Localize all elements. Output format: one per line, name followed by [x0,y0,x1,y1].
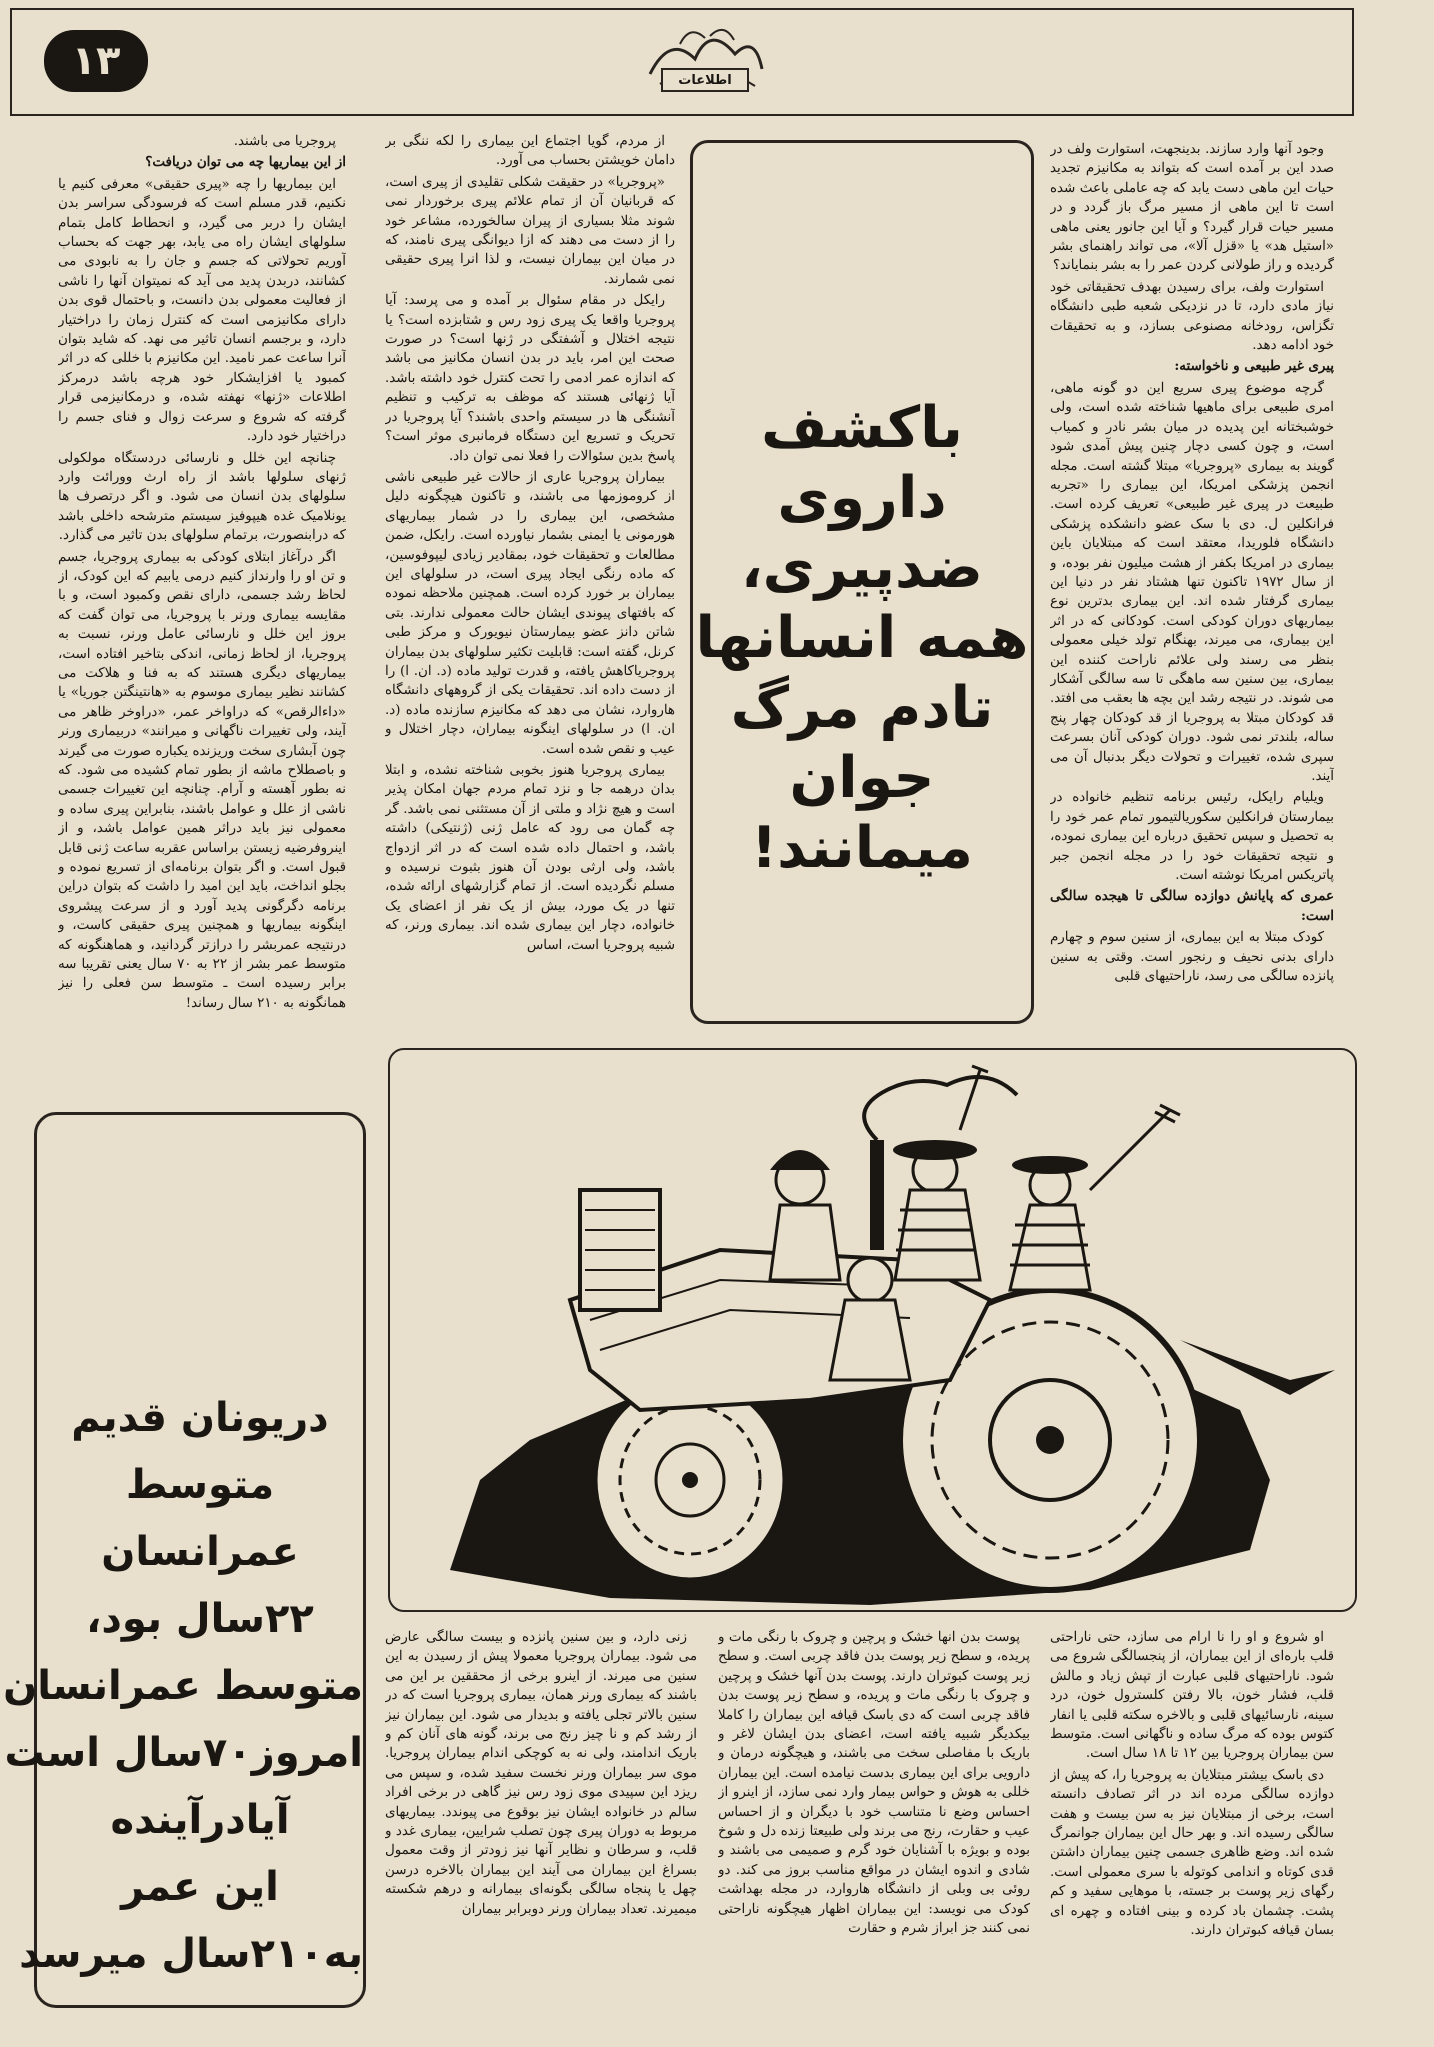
main-headline [693,393,1031,883]
paragraph: زنی دارد، و بین سنین پانزده و بیست سالگی عارض می شود. بیماران پروجریا معمولا پیش از رسیدن به این سنین می میرند. از اینرو برخی از محققین بر این می باشند که بیماری ورنر همان، بیماری پروجریا است که در سنین بالاتر تجلی یافته و بدیدار می شود. این بیماران نیز از رشد کم و نا چیز رنج می برند، گونه های آنان کم و باریک اندامند، ولی نه به کوچکی اندام بیماران پروجریا. موی سر بیماران ورنر نخست سفید شده، و سپس می ریزد این سپیدی موی زود رس نیز گاهی در برخی افراد سالم در خانواده ایشان نیز بوقوع می پیوندد. بیماریهای مربوط به دوران پیری چون تصلب شرایین، بیماری غدد و قلب، و سرطان و نظایر آنها نیز زودتر از وقت معمول بسراغ این بیماران می آیند این بیماران بالاخره درسن چهل یا پنجاه سالگی بگونه‌ای بیمارانه و درهم شکسته میمیرند. تعداد بیماران ورنر دوبرابر بیماران [385,1630,697,1917]
headline-line: این عمر [121,1864,279,1910]
headline-line: به۲۱۰سال میرسد [19,1931,363,1977]
article-column-right [1050,140,1334,1035]
paragraph: اگر درآغاز ابتلای کودکی به بیماری پروجریا، جسم و تن او را وارنداز کنیم درمی یابیم که این کودک، از لحاظ رشد جسمی، دارای نقص وکمبود است، و با مقایسه بیماری ورنر با پروجریا، می توان گفت که بروز این خلل و نارسائی عامل ورنر، نسبت به پروجریا، از لحاظ زمانی، اندکی بتاخیر افتاده است، بیماریهای دیگری هستند که به فنا و هلاکت می کشانند نظیر بیماری موسوم به «هانتینگتن جوریا» یا «داءالرقص» که دراواخر عمر، «دراوخر ظاهر می آیند، ولی تغییرات ناگهانی و میرانند» دربیماری ورنر چون آبشاری سخت وریزنده یکباره صورت می گیرند و باصطلاح ماشه از بطور تمام کشیده می شود. که نه بطور آهسته و آرام. چنانچه این تغییرات جسمی ناشی از علل و عوامل باشند، بنابراین پیری ساده و معمولی نیز باید دراثر همین عوامل باشد، و از اینروفرضیه زیستن براساس عقربه ساعت ژنی قابل قبول است. و اگر بتوان برنامه‌ای از تسریع نموده و بجلو انداخت، باید این امید را داشت که بتوان دراین برنامه دگرگونی پدید آورد و از سرعت پیشروی اینگونه بیماریها و همچنین پیری حقیقی کاست، و درنتیجه عمربشر را درازتر گردانید، و هماهنگونه که متوسط عمر بشر از ۲۲ به ۷۰ سال یعنی تقریبا سه برابر رسیده است ـ متوسط سن فعلی را نیز همانگونه به ۲۱۰ سال رساند! [58,549,346,1011]
headline-line: همه انسانها [695,605,1029,671]
paragraph: از مردم، گویا اجتماع این بیماری را لکه ننگی بر دامان خویشتن بحساب می آورد. [385,134,675,169]
newspaper-logo [640,14,770,102]
paragraph: پوست بدن انها خشک و پرچین و چروک با رنگی مات و پریده، و سطح زیر پوست بدن فاقد چربی است. و سطح زیر پوست کبوتران دارند. پوست بدن آنها خشک و پرچین و چروک با رنگی مات و پریده، و سطح زیر پوست بدن فاقد چربی است که دی باسک قیافه این بیماران را کاملا بیکدیگر شبیه یافته است، اعضای بدن ایشان لاغر و باریک با مفاصلی سخت می باشند، و هیچگونه درمان و دارویی برای این بیماری بدست نیامده است. این بیماران خللی به هوش و حواس بیمار وارد نمی سازد، از اینرو از احساس وضع نا متناسب خود با دیگران و از احساس عیب و حقارت، رنج می برند ولی طبیعتا زنده دل و شوخ بوده و بویژه با آشنایان خود گرم و صمیمی می باشند و شادی و اندوه ایشان در مواقع مناسب بروز می کند. دو روئی بی وبلی از دانشگاه هاروارد، در مجله بهداشت کودک می نویسد: این بیماران اظهار هیچگونه ناراحتی نمی کنند جز ابراز شرم و حقارت [718,1630,1030,1937]
paragraph: چنانچه این خلل و نارسائی دردستگاه مولکولی ژنهای سلولها باشد از راه ارث وورائت وارد سلولهای بدن انسان می شود. و اگر درتصرف ها یونلامیک غده هیپوفیز سیستم مترشحه داخلی باشد که درابنصورت، برتمام سلولهای بدن تاثیر می گذارد. [58,450,346,544]
article-column-left [58,132,346,1082]
article-column-middle [385,132,675,1022]
paragraph: این بیماریها را چه «پیری حقیقی» معرفی کنیم یا نکنیم، قدر مسلم است که فرسودگی سراسر بدن ایشان را دربر می گیرد، و انحطاط کامل بتمام سلولهای ایشان راه می یابد، بهر جهت که بحساب آوریم تحولاتی که جسم و جان را به نابودی می کشانند، دربدن پدید می آید که نمیتوان آنها را ناشی از فعالیت معمولی بدن دانست، و باحتمال قوی بدن دارای مکانیزمی است که کنترل زمان را دراختیار دارد، و برجسم انسان تاثیر می نهد. که شاید بتوان آنرا ساعت عمر نامید. این مکانیزم با خللی که در اثر کمبود یا افزایشکار خود هرچه باشد درمرکز اطلاعات «ژنها» نهفته شده، و درمکانیزمی قرار گرفته که شروع و سرعت زوال و فنای جسم را دراختیار خود دارد. [58,176,346,445]
paragraph: رایکل در مقام سئوال بر آمده و می پرسد: آیا پروجریا واقعا یک پیری زود رس و شتابزده است؟ یا نتیجه اختلال و آشفتگی در ژنها است؟ در صورت صحت این امر، باید در بدن انسان مکانیز می باشد که اندازه عمر ادمی را تحت کنترل خود داشته باشد. آیا ژنهائی هستند که موظف به ترکیب و تنظیم آنشنگی ها در سیستم واحدی باشند؟ آیا پروجریا در تحریک و تسریع این دستگاه فرمانبری موثر است؟ پاسخ بدین سئوالات را فعلا نمی توان داد. [385,293,675,464]
bottom-column-3 [385,1628,697,2028]
side-headline [3,1385,363,1988]
paragraph: «پروجریا» در حقیقت شکلی تقلیدی از پیری است، که قربانیان آن از تمام علائم پیری برخوردار نمی شوند مثلا بسیاری از پیران سالخورده، مشاعر خود را از دست می دهند که ازا دیوانگی پیری نامند، که در میان این بیماران نیست، و لذا انرا پیری حقیقی نمی شمارند. [385,174,675,287]
paragraph: دی باسک بیشتر مبتلایان به پروجریا را، که پیش از دوازده سالگی مرده اند در اثر تصادف دانسته است، برخی از مبتلایان نیز به سن بیست و هفت سالگی رسیده اند. و بهر حال این بیماران جوانمرگ شده اند. وضع ظاهری جسمی چنین بیماران داشتن قدی کوتاه و اندامی کوتوله با سری معمولی است. رگهای زیر پوست بر جسته، با موهایی سفید و کم پشت. چشمان باد کرده و بینی افتاده و چهره ای بسان قیافه کبوتران دارند. [1050,1767,1334,1939]
headline-line: داروی [777,465,947,531]
paragraph: ویلیام رایکل، رئیس برنامه تنظیم خانواده در بیمارستان فرانکلین سکوریالتیمور تمام عمر خود را به تحصیل و سپس تحقیق درباره این بیماری نموده، و نتیجه تحقیقات خود را در مجله انجمن جبر پاتریکس امریکا نوشته است. [1050,790,1334,884]
bottom-column-2 [718,1628,1030,2028]
paragraph: استوارت ولف، برای رسیدن بهدف تحقیقاتی خود نیاز مادی دارد، تا در نزدیکی شعبه طبی دانشگاه تگزاس، رودخانه مصنوعی بسازد، و به تحقیقات خود ادامه دهد. [1050,279,1334,354]
paragraph: گرچه موضوع پیری سریع این دو گونه ماهی، امری طبیعی برای ماهیها شناخته شده است، ولی خوشبختانه این پدیده در میان بشر نادر و کمیاب است، و چون کسی دچار چنین پیش آمدی شود گویند به بیماری «پروجریا» مبتلا گشته است. مجله انجمن پزشکی امریکا، این بیماری را «تجربه طبیعت در پیری غیر طبیعی» تعریف کرده است. فرانکلین ل. دی با سک عضو دانشکده پزشکی دانشگاه فلوریدا، معتقد است که مبتلایان باین بیماری در امریکا بکفر از هشت میلیون نفر بوده، و از سال ۱۹۷۲ تاکنون تنها هشتاد نفر در دنیا این بیماری گرفتار شده اند. این بیماری بدترین نوع بیماریهای دوران کودکی است. کودکانی که در اثر این بیماری، می میرند، بهنگام تولد خیلی معمولی بنظر می رسند ولی علائم ناراحت کننده این بیماری، بین سنین سه ماهگی تا سه سالگی آشکار می شوند. در نتیجه رشد این بچه ها بعقب می افتد. قد کودکان مبتلا به پروجریا از قد کودکان چهار پنج ساله، بلندتر نمی شود. دوران کودکی آنان بسرعت سپری شده، تغییرات و تحولات دیگر بدنبال آن می آیند. [1050,380,1334,784]
illustration-frame [388,1048,1357,1612]
logo-text: اطلاعات [678,73,732,88]
paragraph: او شروع و او را نا ارام می سازد، حتی ناراحتی قلب باره‌ای از این بیماران، از پنجسالگی شروع می شود. ناراحتیهای قلبی عبارت از تپش زیاد و مالش قلب، فشار خون، بالا رفتن کلسترول خون، درد سینه، نارسائیهای قلبی و بالاخره سکته قلبی یا انفار کتوس بوده که مرگ ساده و ناگهانی است. متوسط سن بیماران پروجریا بین ۱۲ تا ۱۸ سال است. [1050,1630,1334,1762]
subheading: عمری که پایانش دوازده سالگی تا هیجده سالگی است: [1050,888,1334,924]
headline-line: متوسط [125,1462,275,1508]
paragraph: وجود آنها وارد سازند. بدینجهت، استوارت ولف در صدد این بر آمده است که بتواند به مکانیزم تجدید حیات این ماهی دست یابد که چه عاملی باعث شده است تا این ماهی از مسیر مرگ باز گردد و در مسیر حیات قرار گیرد؟ و آیا این جانور یعنی ماهی «استیل هد» یا «قزل آلا»، می تواند راهنمای بشر گردیده و راز طولانی کردن عمر را به بشر بنمایاند؟ [1050,142,1334,274]
paragraph: بیماری پروجریا هنوز بخوبی شناخته نشده، و ابتلا بدان درهمه جا و نزد تمام مردم جهان امکان پذیر است و هیچ نژاد و ملتی از آن مستثنی نمی باشد. گر چه گمان می رود که عامل ژنی (ژنتیکی) داشته باشد، و احتمال داده شده است که در اثر ازدواج باشد، ولی ارثی بودن آن هنوز بثبوت نرسیده و مسلم نگردیده است. از تمام گزارشهای ارائه شده، تنها در یک مورد، بیش از یک نفر از اعضای یک خانواده، دچار این بیماری شده اند. بیماری ورنر، که شبیه پروجریا است، اساس [385,763,675,953]
page-number: ۱۳ [44,30,148,92]
side-headline-box [3,1112,366,2008]
subheading: از این بیماریها چه می توان دریافت؟ [145,154,346,171]
headline-box [690,140,1034,1024]
tractor-illustration-icon [390,1050,1355,1610]
headline-line: امروز۷۰سال است [4,1730,363,1776]
headline-line: باکشف [761,395,963,461]
paragraph: کودک مبتلا به این بیماری، از سنین سوم و چهارم دارای بدنی نحیف و رنجور است. وقتی به سنین پانزده سالگی می رسد، ناراحتیهای قلبی [1050,930,1334,985]
paragraph: پروجریا می باشند. [233,134,336,149]
paragraph: بیماران پروجریا عاری از حالات غیر طبیعی ناشی از کروموزمها می باشند، و تاکنون هیچگونه دلیل مشخصی، این بیماری را در شمار بیماریهای هورمونی یا ایمنی بشمار نیاورده است. رایکل، ضمن مطالعات و تحقیقات خود، بمقادیر زیادی لیپوفوسین، که ماده رنگی ایجاد پیری است، در سلولهای این بیماران بر خورد کرده است. همچنین ملاحظه نموده که بافتهای پیوندی ایشان حالت معمولی ندارند. بتی شاتن دانز عضو بیمارستان نیویورک و مرکز طبی کرنل، گفته است: قابلیت تکثیر سلولهای بدن بیماران پروجریاکاهش یافته، و قدرت تولید ماده (د. ان. ا) را از دست داده اند. تحقیقات یکی از گروههای دانشگاه هاروارد، نشان می دهد که مکانیزم سازنده ماده (د. ان. ا) در سلولهای اینگونه بیماران، دچار اختلال و عیب و نقص شده است. [385,469,675,757]
headline-line: متوسط عمرانسان [3,1663,363,1709]
headline-line: تادم مرگ [730,675,994,741]
headline-line: جوان [789,745,935,811]
headline-line: ۲۲سال بود، [86,1596,314,1642]
headline-line: آیادرآینده [110,1797,290,1843]
subheading: پیری غیر طبیعی و ناخواسته: [1174,358,1334,375]
bottom-column-1 [1050,1628,1334,2028]
headline-line: عمرانسان [101,1529,299,1575]
headline-line: دریونان قدیم [71,1395,329,1441]
headline-line: میمانند! [751,815,973,881]
headline-line: ضدپیری، [740,535,984,601]
